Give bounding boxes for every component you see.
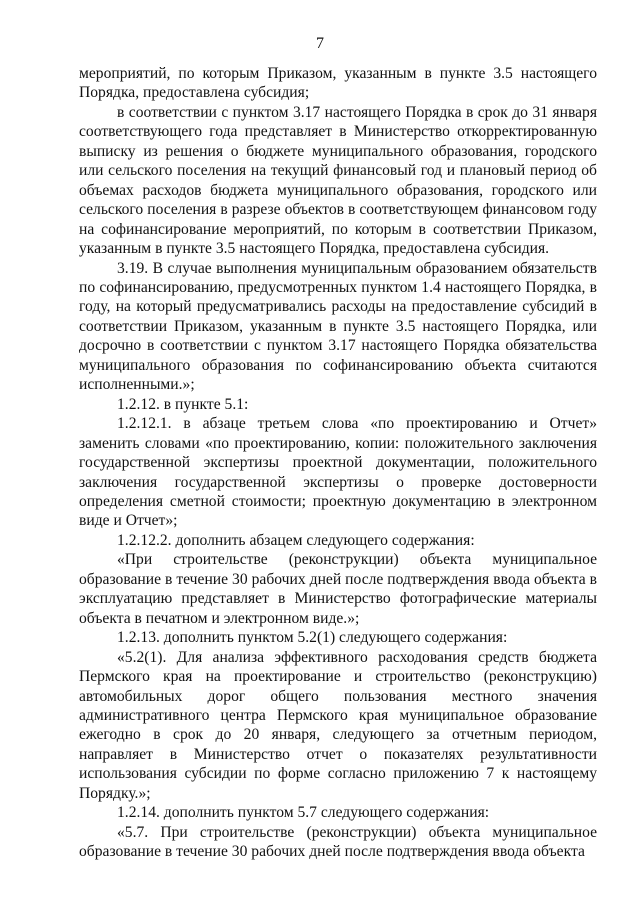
paragraph-clause-1-2-12-2: 1.2.12.2. дополнить абзацем следующего содержания: [117, 531, 475, 549]
paragraph-clause-1-2-13: 1.2.13. дополнить пунктом 5.2(1) следующего содержания: [117, 629, 508, 647]
paragraph-quote: «При строительстве (реконструкции) объекта муниципальное образование в течение 30 рабочих дней после подтверждения ввода объекта в эксплуатацию представляет в Министерство фотографические материалы объекта в печатном и электронном виде.»; [79, 551, 597, 627]
document-body [79, 64, 597, 862]
paragraph-clause-1-2-12: 1.2.12. в пункте 5.1: [117, 395, 249, 413]
paragraph-clause-5-2-1: «5.2(1). Для анализа эффективного расходования средств бюджета Пермского края на проектирование и строительство (реконструкцию) автомобильных дорог общего пользования местного значения административного центра Пермского края муниципальное образование ежегодно в срок до 20 января, следующего за отчетным периодом, направляет в Министерство отчет о показателях результативности использования субсидии по форме согласно приложению 7 к настоящему Порядку.»; [79, 648, 597, 802]
paragraph: в соответствии с пунктом 3.17 настоящего Порядка в срок до 31 января соответствующего года представляет в Министерство откорректированную выписку из решения о бюджете муниципального образования, городского или сельского поселения на текущий финансовый год и плановый период об объемах расходов бюджета муниципального образования, городского или сельского поселения в разрезе объектов в соответствующем финансовом году на софинансирование мероприятий, по которым в соответствии Приказом, указанным в пункте 3.5 настоящего Порядка, предоставлена субсидия. [79, 103, 597, 258]
paragraph-clause-1-2-14: 1.2.14. дополнить пунктом 5.7 следующего содержания: [117, 804, 490, 822]
paragraph-clause-3-19: 3.19. В случае выполнения муниципальным образованием обязательств по софинансированию, предусмотренных пунктом 1.4 настоящего Порядка, в году, на который предусматривались расходы на предоставление субсидий в соответствии Приказом, указанным в пункте 3.5 настоящего Порядка, или досрочно в соответствии с пунктом 3.17 настоящего Порядка обязательства муниципального образования по софинансированию объекта считаются исполненными.»; [79, 259, 597, 394]
paragraph-clause-1-2-12-1: 1.2.12.1. в абзаце третьем слова «по проектированию и Отчет» заменить словами «по проектированию, копии: положительного заключения государственной экспертизы проектной документации, положительного заключения государственной экспертизы о проверке достоверности определения сметной стоимости; проектную документацию в электронном виде и Отчет»; [79, 415, 597, 530]
paragraph-continuation: мероприятий, по которым Приказом, указанным в пункте 3.5 настоящего Порядка, предоставлена субсидия; [79, 65, 597, 102]
paragraph-clause-5-7: «5.7. При строительстве (реконструкции) объекта муниципальное образование в течение 30 рабочих дней после подтверждения ввода объекта [79, 823, 597, 861]
page-number: 7 [316, 35, 324, 52]
